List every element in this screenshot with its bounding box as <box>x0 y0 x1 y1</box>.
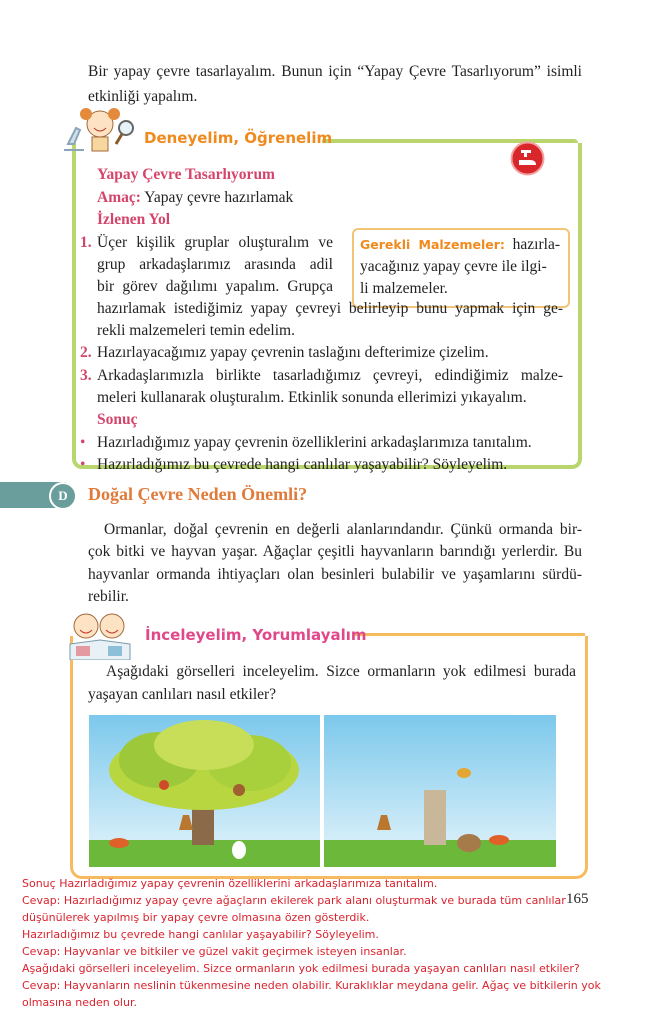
page-number: 165 <box>566 891 589 907</box>
step-text: hazırlamak istediğimiz yapay çevreyi belirleyip bunu yapmak için ge- <box>97 300 563 317</box>
step-text: Arkadaşlarımızla birlikte tasarladığımız çevreyi, edindiğimiz malze- <box>97 367 563 384</box>
materials-text: hazırla- <box>512 236 560 253</box>
result-label: Sonuç <box>97 411 138 428</box>
answer-line: Cevap: Hayvanlar ve bitkiler ve güzel vakit geçirmek isteyen insanlar. <box>22 945 407 958</box>
paragraph-line: rebilir. <box>88 588 129 605</box>
answer-line: Cevap: Hayvanların neslinin tükenmesine neden olabilir. Kuraklıklar meydana gelir. Ağaç ve bitkilerin yok <box>22 979 601 992</box>
step-number: 3. <box>80 367 92 384</box>
answer-line: düşünülerek yapılmış bir yapay çevre olmasına özen gösterdik. <box>22 911 370 924</box>
tree-stump <box>424 790 446 845</box>
answer-line: Sonuç Hazırladığımız yapay çevrenin özelliklerini arkadaşlarımıza tanıtalım. <box>22 877 438 890</box>
paragraph-line: Ormanlar, doğal çevrenin en değerli alanlarındandır. Çünkü ormanda bir- <box>104 521 582 538</box>
answer-line: olmasına neden olur. <box>22 996 137 1009</box>
intro-line: etkinliği yapalım. <box>88 88 198 105</box>
answer-line: Aşağıdaki görselleri inceleyelim. Sizce ormanların yok edilmesi burada yaşayan canlıları nasıl etkiler? <box>22 962 580 975</box>
review-question: yaşayan canlıları nasıl etkiler? <box>88 686 277 703</box>
activity-title: Yapay Çevre Tasarlıyorum <box>97 166 275 183</box>
answer-line: Hazırladığımız bu çevrede hangi canlılar yaşayabilir? Söyleyelim. <box>22 928 379 941</box>
step-number: 2. <box>80 344 92 361</box>
method-label: İzlenen Yol <box>97 211 171 228</box>
activity-header: Deneyelim, Öğrenelim <box>144 129 333 147</box>
step-number: 1. <box>80 234 92 251</box>
paragraph-line: hayvanlar ormanda ihtiyaçları olan besinleri bulabilir ve yaşamlarını sürdü- <box>88 566 582 583</box>
review-question: Aşağıdaki görselleri inceleyelim. Sizce ormanların yok edilmesi burada <box>106 663 576 680</box>
section-letter: D <box>49 482 77 510</box>
review-header: İnceleyelim, Yorumlayalım <box>145 626 367 644</box>
bullet-icon: • <box>80 456 86 473</box>
bullet-icon: • <box>80 434 86 451</box>
step-text: grup arkadaşlarımız arasında adil <box>97 256 333 273</box>
aim-text: Yapay çevre hazırlamak <box>144 189 294 206</box>
materials-text: li malzemeler. <box>360 280 448 297</box>
result-bullet: Hazırladığımız bu çevrede hangi canlılar yaşayabilir? Söyleyelim. <box>97 456 508 473</box>
intro-line: Bir yapay çevre tasarlayalım. Bunun için “Yapay Çevre Tasarlıyorum” isimli <box>88 63 582 80</box>
step-text: Hazırlayacağımız yapay çevrenin taslağını defterimize çizelim. <box>97 344 489 361</box>
forest-comparison-illustration <box>89 715 556 867</box>
result-bullet: Hazırladığımız yapay çevrenin özelliklerini arkadaşlarımıza tanıtalım. <box>97 434 532 451</box>
step-text: meleri kullanarak oluşturalım. Etkinlik sonunda ellerimizi yıkayalım. <box>97 389 527 406</box>
review-box-divider <box>355 633 585 636</box>
section-title: Doğal Çevre Neden Önemli? <box>88 484 308 504</box>
wash-hands-icon <box>510 141 545 176</box>
step-text: rekli malzemeleri temin edelim. <box>97 322 295 339</box>
materials-text: yacağınız yapay çevre ile ilgi- <box>360 258 547 275</box>
materials-label: Gerekli Malzemeler: <box>360 237 505 252</box>
step-text: bir görev dağılımı yapalım. Grupça <box>97 278 333 295</box>
step-text: Üçer kişilik gruplar oluşturalım ve <box>97 234 333 251</box>
kids-reading-illustration-icon <box>66 608 138 660</box>
aim-label: Amaç: <box>97 189 141 206</box>
paragraph-line: çok bitki ve hayvan yaşar. Ağaçlar çeşitli hayvanların barındığı yerlerdir. Bu <box>88 543 582 560</box>
girl-magnifier-illustration-icon <box>62 104 142 158</box>
answer-line: Cevap: Hazırladığımız yapay çevre ağaçların ekilerek park alanı oluşturmak ve burada tüm canlılar <box>22 894 566 907</box>
